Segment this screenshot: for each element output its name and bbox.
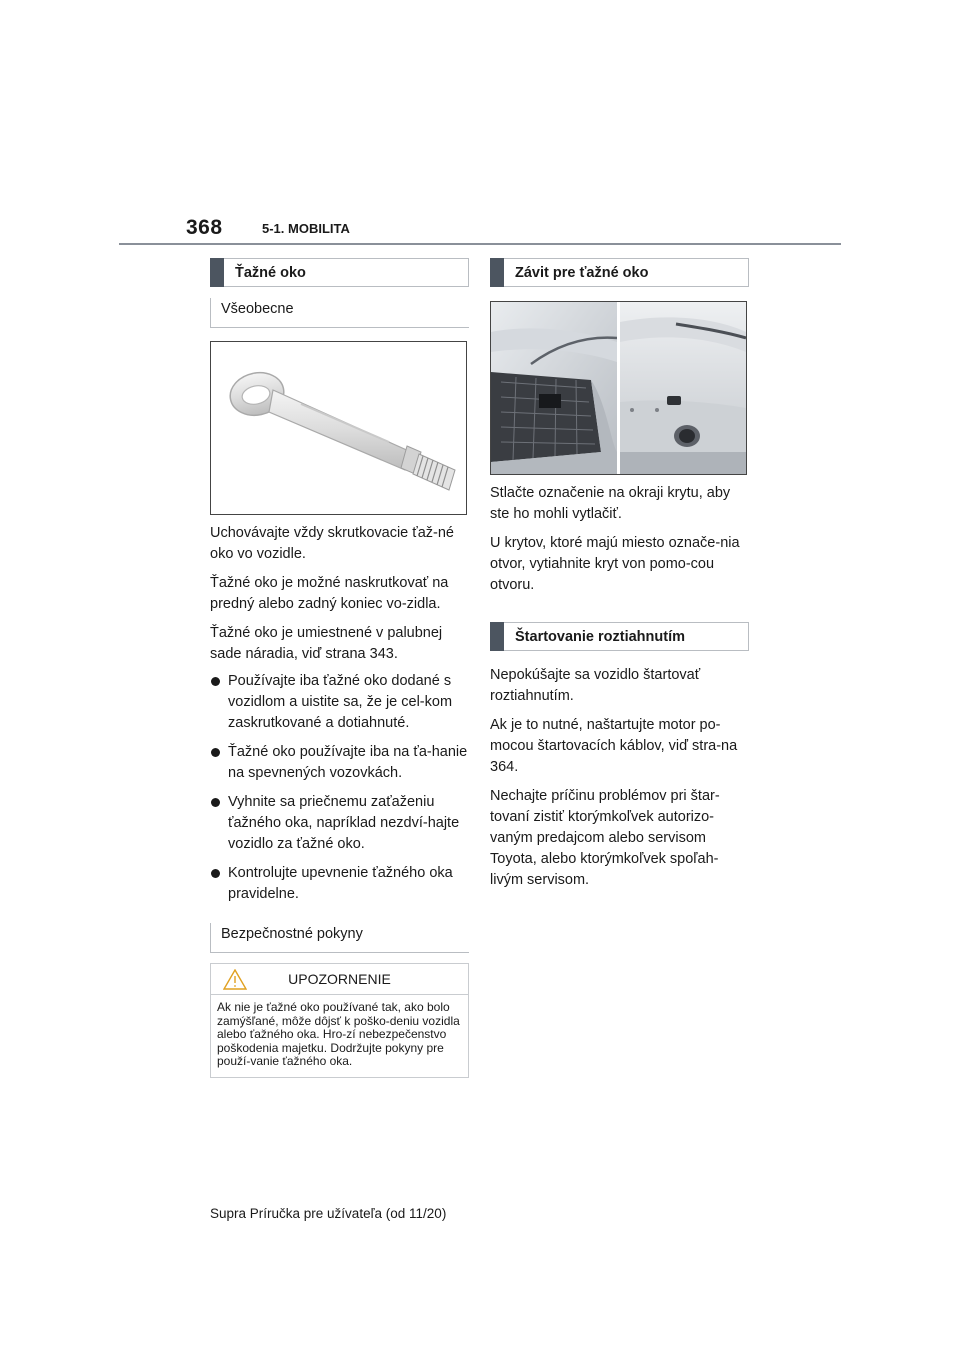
- section-label: 5-1. MOBILITA: [262, 221, 350, 236]
- heading-marker: [490, 622, 504, 651]
- list-item-text: Kontrolujte upevnenie ťažného oka pravidelne.: [228, 865, 453, 902]
- list-item: [210, 742, 469, 784]
- bullet-list: [210, 671, 469, 905]
- tow-eye-figure: [210, 341, 467, 515]
- bumper-cover-photo-icon: [491, 302, 746, 474]
- tow-eye-illustration-icon: [211, 342, 466, 514]
- heading-text: Závit pre ťažné oko: [515, 264, 649, 281]
- warning-triangle-icon: [223, 969, 247, 990]
- paragraph: Ťažné oko je umiestnené v palubnej sade náradia, viď strana 343.: [210, 625, 443, 662]
- bullet-icon: [211, 677, 220, 686]
- left-column: [210, 258, 469, 1078]
- subheading-safety: Bezpečnostné pokyny: [210, 923, 469, 953]
- warning-box: [210, 963, 469, 1078]
- heading-text: Štartovanie roztiahnutím: [515, 628, 685, 645]
- warning-header: [211, 964, 468, 995]
- paragraph: Ťažné oko je možné naskrutkovať na predný alebo zadný koniec vo-zidla.: [210, 575, 449, 612]
- list-item: [210, 792, 469, 855]
- bullet-icon: [211, 748, 220, 757]
- bullet-icon: [211, 869, 220, 878]
- heading-marker: [210, 258, 224, 287]
- page-number: 368: [186, 216, 223, 239]
- paragraph: Ak je to nutné, naštartujte motor po-mocou štartovacích káblov, viď stra-na 364.: [490, 717, 738, 775]
- list-item: [210, 671, 469, 734]
- warning-text: Ak nie je ťažné oko používané tak, ako bolo zamýšľané, môže dôjsť k poško-deniu vozidla alebo ťažného oka. Hro-zí nebezpečenstvo poškodenia majetku. Dodržujte pokyny pre použí-vanie ťažného oka.: [217, 1000, 460, 1068]
- subheading-general: Všeobecne: [210, 298, 469, 328]
- warning-title: UPOZORNENIE: [288, 971, 391, 987]
- list-item: [210, 863, 469, 905]
- list-item-text: Vyhnite sa priečnemu zaťaženiu ťažného oka, napríklad nezdví-hajte vozidlo za ťažné oko.: [228, 794, 460, 852]
- heading-text: Ťažné oko: [235, 264, 306, 281]
- paragraph: Uchovávajte vždy skrutkovacie ťaž-né oko vo vozidle.: [210, 525, 454, 562]
- footer-text: Supra Príručka pre užívateľa (od 11/20): [210, 1206, 447, 1221]
- bullet-icon: [211, 798, 220, 807]
- paragraph: Nechajte príčinu problémov pri štar-tovaní zistiť ktorýmkoľvek autorizo-vaným predajcom alebo servisom Toyota, alebo ktorýmkoľvek spoľah-livým servisom.: [490, 788, 720, 888]
- list-item-text: Ťažné oko používajte iba na ťa-hanie na spevnených vozovkách.: [228, 744, 468, 781]
- paragraph: Nepokúšajte sa vozidlo štartovať roztiahnutím.: [490, 667, 701, 704]
- bumper-figure: [490, 301, 747, 475]
- paragraph: U krytov, ktoré majú miesto označe-nia otvor, vytiahnite kryt von pomo-cou otvoru.: [490, 535, 740, 593]
- paragraph: Stlačte označenie na okraji krytu, aby ste ho mohli vytlačiť.: [490, 485, 731, 522]
- header-divider: [119, 243, 841, 245]
- heading-thread: [490, 258, 749, 287]
- heading-marker: [490, 258, 504, 287]
- list-item-text: Používajte iba ťažné oko dodané s vozidlom a uistite sa, že je cel-kom zaskrutkované a dotiahnuté.: [228, 673, 453, 731]
- right-column: [490, 258, 749, 891]
- heading-start: [490, 622, 749, 651]
- heading-tow-eye: [210, 258, 469, 287]
